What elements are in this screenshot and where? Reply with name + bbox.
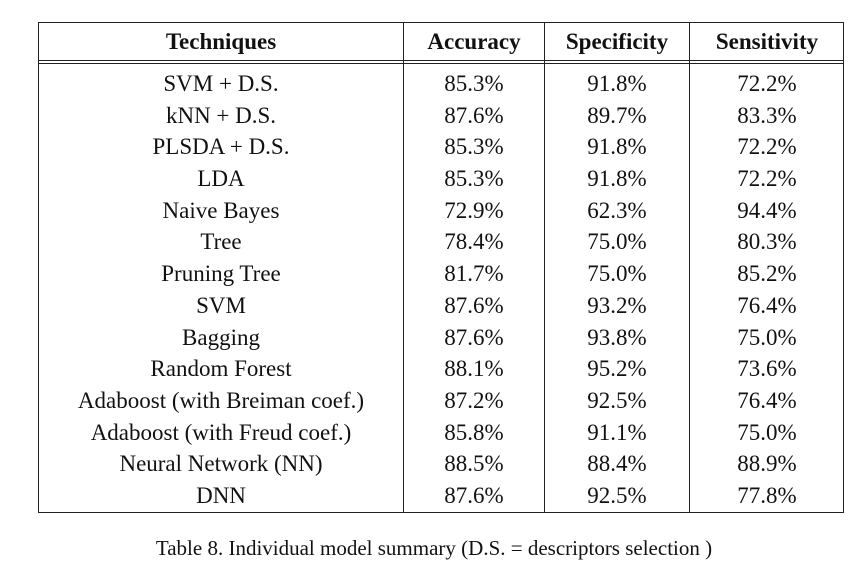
accuracy-cell: 87.6% [444,324,504,350]
sensitivity-cell: 72.2% [737,71,797,96]
specificity-cell: 95.2% [587,356,647,382]
table-row [39,385,843,417]
accuracy-cell: 87.2% [444,387,504,413]
technique-cell: kNN + D.S. [165,102,277,128]
technique-cell: Tree [200,229,242,255]
table-row [39,353,843,385]
sensitivity-cell: 72.2% [737,166,797,192]
header-rule-top [39,60,843,61]
technique-cell: LDA [197,166,245,192]
table-caption: Table 8. Individual model summary (D.S. = descriptors selection ) [155,536,713,560]
specificity-cell: 92.5% [587,387,647,413]
specificity-cell: 93.8% [587,324,647,350]
specificity-cell: 91.8% [587,166,647,192]
sensitivity-cell: 75.0% [737,324,797,350]
specificity-cell: 93.2% [587,292,647,318]
accuracy-cell: 87.6% [444,102,504,128]
technique-cell: Bagging [182,324,260,350]
accuracy-cell: 85.3% [444,71,504,96]
accuracy-cell: 72.9% [444,197,504,223]
model-summary-table [38,22,844,513]
table-row [39,480,843,512]
accuracy-cell: 87.6% [444,482,504,508]
table-row [39,163,843,195]
specificity-cell: 91.8% [587,71,647,96]
specificity-cell: 91.8% [587,134,647,160]
header-rule-bottom [39,63,843,64]
technique-cell: Pruning Tree [161,261,281,287]
technique-cell: DNN [196,482,246,508]
specificity-cell: 62.3% [587,197,647,223]
accuracy-cell: 88.5% [444,451,504,477]
technique-cell: Neural Network (NN) [119,451,323,477]
technique-cell: PLSDA + D.S. [152,134,290,160]
sensitivity-cell: 85.2% [737,261,797,287]
table-row [39,131,843,163]
technique-cell: Adaboost (with Breiman coef.) [77,387,365,413]
technique-cell: Random Forest [150,356,292,382]
sensitivity-cell: 76.4% [737,292,797,318]
table-row [39,417,843,449]
header-accuracy: Accuracy [427,29,521,54]
technique-cell: SVM [196,292,246,318]
table-row [39,68,843,100]
header-techniques: Techniques [165,29,277,54]
accuracy-cell: 85.8% [444,419,504,445]
sensitivity-cell: 94.4% [737,197,797,223]
technique-cell: Naive Bayes [162,197,280,223]
table-row [39,258,843,290]
table-row [39,100,843,132]
accuracy-cell: 88.1% [444,356,504,382]
accuracy-cell: 81.7% [444,261,504,287]
specificity-cell: 92.5% [587,482,647,508]
table-row [39,448,843,480]
sensitivity-cell: 77.8% [737,482,797,508]
specificity-cell: 89.7% [587,102,647,128]
accuracy-cell: 85.3% [444,166,504,192]
accuracy-cell: 85.3% [444,134,504,160]
table-row [39,290,843,322]
accuracy-cell: 78.4% [444,229,504,255]
table-row [39,322,843,354]
sensitivity-cell: 73.6% [737,356,797,382]
technique-cell: SVM + D.S. [163,71,279,96]
sensitivity-cell: 76.4% [737,387,797,413]
accuracy-cell: 87.6% [444,292,504,318]
sensitivity-cell: 83.3% [737,102,797,128]
technique-cell: Adaboost (with Freud coef.) [90,419,352,445]
specificity-cell: 91.1% [587,419,647,445]
specificity-cell: 75.0% [587,229,647,255]
sensitivity-cell: 80.3% [737,229,797,255]
specificity-cell: 75.0% [587,261,647,287]
header-specificity: Specificity [565,29,669,54]
specificity-cell: 88.4% [587,451,647,477]
sensitivity-cell: 72.2% [737,134,797,160]
header-sensitivity: Sensitivity [715,29,819,54]
sensitivity-cell: 75.0% [737,419,797,445]
table-row [39,195,843,227]
sensitivity-cell: 88.9% [737,451,797,477]
table-row [39,226,843,258]
table-body [39,68,843,512]
